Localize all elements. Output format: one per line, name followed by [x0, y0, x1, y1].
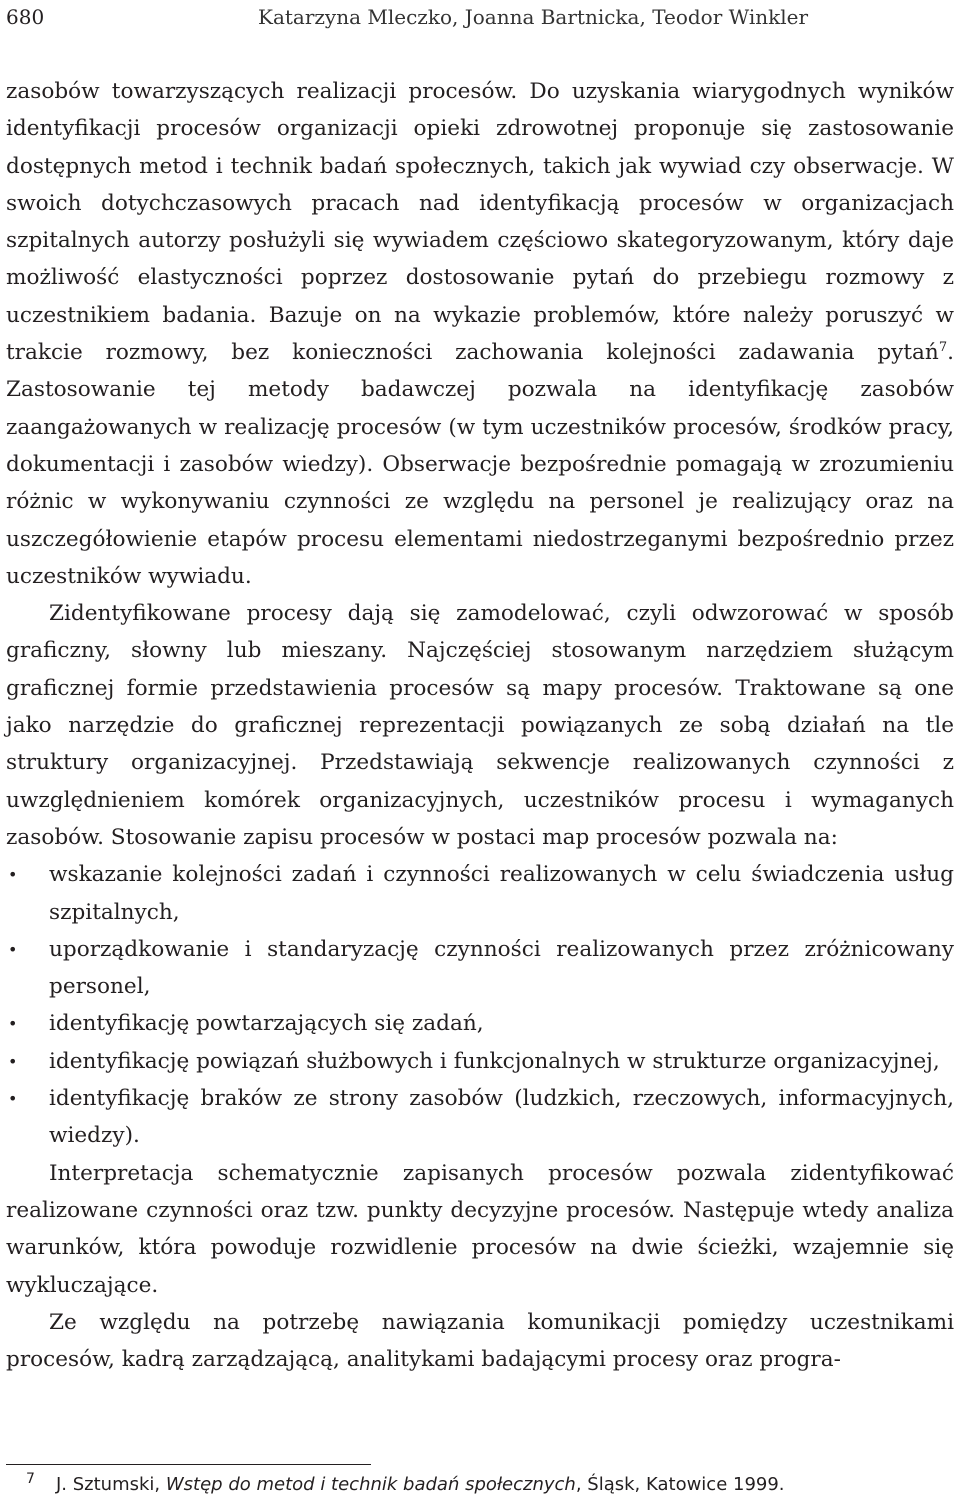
- bullet-text: uporządkowanie i standaryzację czynności realizowanych przez zróżnicowany personel,: [49, 936, 954, 1000]
- paragraph-1-text: zasobów towarzyszących realizacji procesów. Do uzyskania wiarygodnych wyników identyfikacji procesów organizacji opieki zdrowotnej proponuje się zastosowanie dostępnych metod i technik badań społecznych, takich jak wywiad czy obserwacje. W swoich dotychczasowych pracach nad identyfikacją procesów w organizacjach szpitalnych autorzy posłużyli się wywiadem częściowo skategoryzowanym, który daje możliwość elastyczności poprzez dostosowanie pytań do przebiegu rozmowy z uczestnikiem badania. Bazuje on na wykazie problemów, które należy poruszyć w trakcie rozmowy, bez konieczności zachowania kolejności zadawania pytań: [6, 79, 954, 366]
- bullet-icon: •: [8, 1014, 18, 1034]
- bullet-list: [6, 856, 954, 1154]
- footnote-publisher: , Śląsk, Katowice 1999.: [575, 1474, 785, 1495]
- bullet-item: [6, 1005, 954, 1042]
- paragraph-4: Ze względu na potrzebę nawiązania komunikacji pomiędzy uczestnikami procesów, kadrą zarządzającą, analitykami badającymi procesy oraz progra-: [6, 1309, 954, 1373]
- body-text: [6, 73, 954, 1378]
- bullet-icon: •: [8, 939, 18, 959]
- footnote: [26, 1472, 785, 1498]
- running-header: [6, 4, 954, 30]
- footnote-reference[interactable]: 7: [938, 340, 948, 356]
- page-number: 680: [6, 5, 45, 29]
- bullet-text: identyfikację powtarzających się zadań,: [49, 1011, 484, 1037]
- footnote-divider: [6, 1464, 371, 1465]
- paragraph-3: Interpretacja schematycznie zapisanych procesów pozwala zidentyfikować realizowane czynności oraz tzw. punkty decyzyjne procesów. Następuje wtedy analiza warunków, która powoduje rozwidlenie procesów na dwie ścieżki, wzajemnie się wykluczające.: [6, 1160, 954, 1298]
- bullet-icon: •: [8, 1051, 18, 1071]
- footnote-author: J. Sztumski,: [56, 1474, 166, 1495]
- bullet-text: identyfikację braków ze strony zasobów (ludzkich, rzeczowych, informacyjnych, wiedzy).: [49, 1086, 954, 1149]
- bullet-item: [6, 931, 954, 1006]
- running-head-authors: Katarzyna Mleczko, Joanna Bartnicka, Teodor Winkler: [258, 5, 809, 29]
- bullet-icon: •: [8, 865, 18, 885]
- footnote-marker: 7: [26, 1471, 35, 1487]
- bullet-item: [6, 1043, 954, 1080]
- footnote-title: Wstęp do metod i technik badań społecznych: [165, 1474, 576, 1495]
- bullet-item: [6, 856, 954, 931]
- bullet-item: [6, 1080, 954, 1155]
- paragraph-2: Zidentyfikowane procesy dają się zamodelować, czyli odwzorować w sposób graficzny, słowny lub mieszany. Najczęściej stosowanym narzędziem służącym graficznej formie przedstawienia procesów są mapy procesów. Traktowane są one jako narzędzie do graficznej reprezentacji powiązanych ze sobą działań na tle struktury organizacyjnej. Przedstawiają sekwencje realizowanych czynności z uwzględnieniem komórek organizacyjnych, uczestników procesu i wymaganych zasobów. Stosowanie zapisu procesów w postaci map procesów pozwala na:: [6, 601, 954, 850]
- paragraph-1: [6, 73, 954, 595]
- bullet-text: identyfikację powiązań służbowych i funkcjonalnych w strukturze organizacyjnej,: [49, 1048, 940, 1074]
- paragraph-1-continued: . Zastosowanie tej metody badawczej pozwala na identyfikację zasobów zaangażowanych w realizację procesów (w tym uczestników procesów, środków pracy, dokumentacji i zasobów wiedzy). Obserwacje bezpośrednie pomagają w zrozumieniu różnic w wykonywaniu czynności ze względu na personel je realizujący oraz na uszczegółowienie etapów procesu elementami niedostrzeganymi bezpośrednio przez uczestników wywiadu.: [6, 340, 954, 589]
- bullet-icon: •: [8, 1089, 18, 1109]
- bullet-text: wskazanie kolejności zadań i czynności realizowanych w celu świadczenia usług szpitalnych,: [49, 862, 954, 925]
- footnote-text: [56, 1474, 785, 1495]
